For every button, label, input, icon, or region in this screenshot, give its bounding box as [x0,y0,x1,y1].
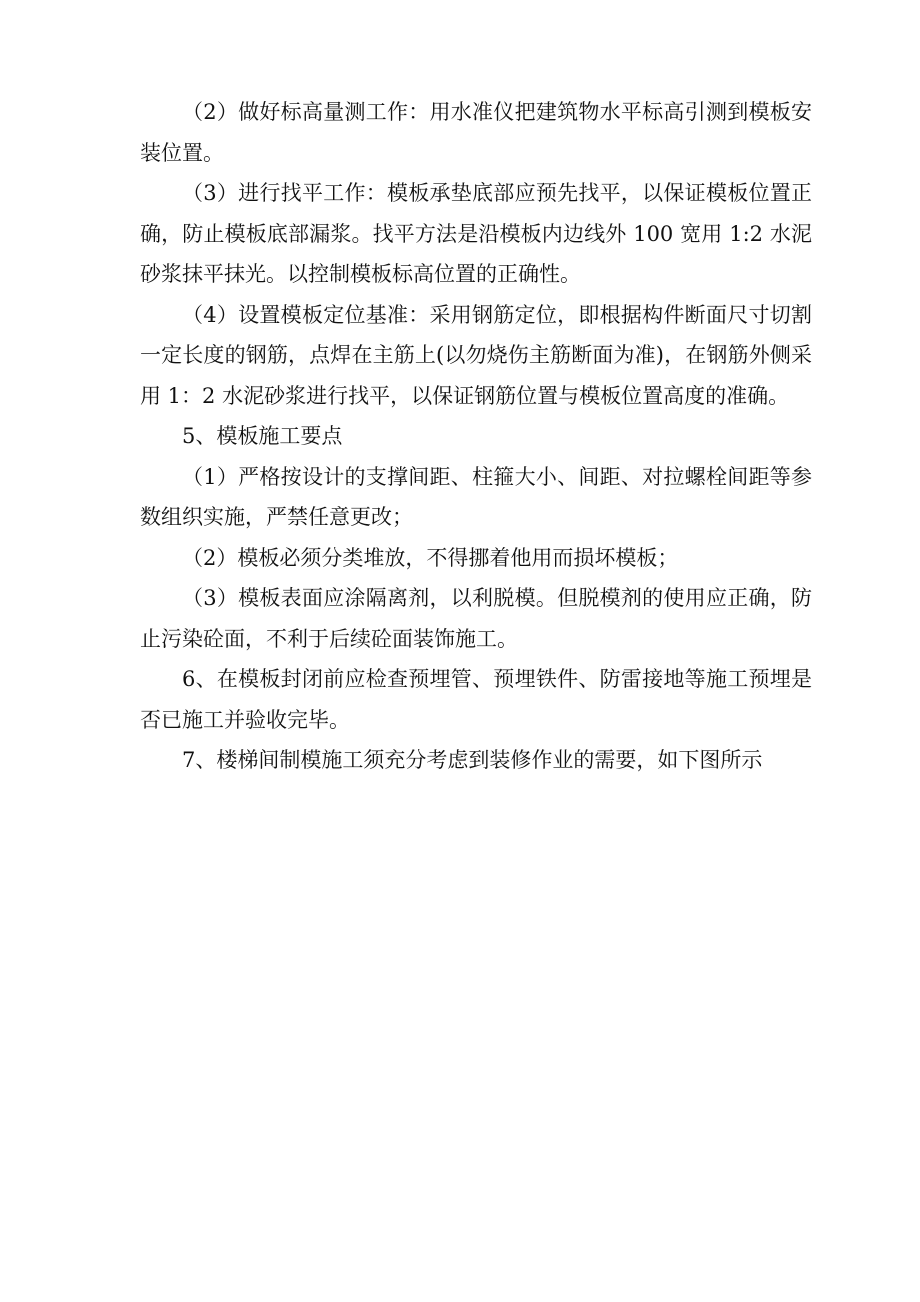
paragraph-release-agent: （3）模板表面应涂隔离剂，以利脱模。但脱模剂的使用应正确，防止污染砼面，不利于后续砼面装饰施工。 [140,586,812,651]
section-heading-formwork-key-points: 5、模板施工要点 [182,424,343,448]
paragraph-positioning-datum: （4）设置模板定位基准：采用钢筋定位，即根据构件断面尺寸切割一定长度的钢筋，点焊在主筋上(以勿烧伤主筋断面为准)，在钢筋外侧采用 1：2 水泥砂浆进行找平，以保证钢筋位置与模板位置高度的准确。 [140,302,812,408]
paragraph-stairwell: 7、楼梯间制模施工须充分考虑到装修作业的需要，如下图所示 [182,748,763,772]
paragraph-support-spacing: （1）严格按设计的支撑间距、柱箍大小、间距、对拉螺栓间距等参数组织实施，严禁任意更改； [140,464,812,529]
paragraph-leveling: （3）进行找平工作：模板承垫底部应预先找平，以保证模板位置正确，防止模板底部漏浆。找平方法是沿模板内边线外 100 宽用 1:2 水泥砂浆抹平抹光。以控制模板标高位置的正确性。 [140,181,812,286]
document-body [140,92,812,781]
paragraph-storage: （2）模板必须分类堆放，不得挪着他用而损坏模板； [182,545,679,570]
paragraph-elevation-survey: （2）做好标高量测工作：用水准仪把建筑物水平标高引测到模板安装位置。 [140,100,812,165]
paragraph-embedded-inspection: 6、在模板封闭前应检查预埋管、预埋铁件、防雷接地等施工预埋是否已施工并验收完毕。 [140,667,812,732]
